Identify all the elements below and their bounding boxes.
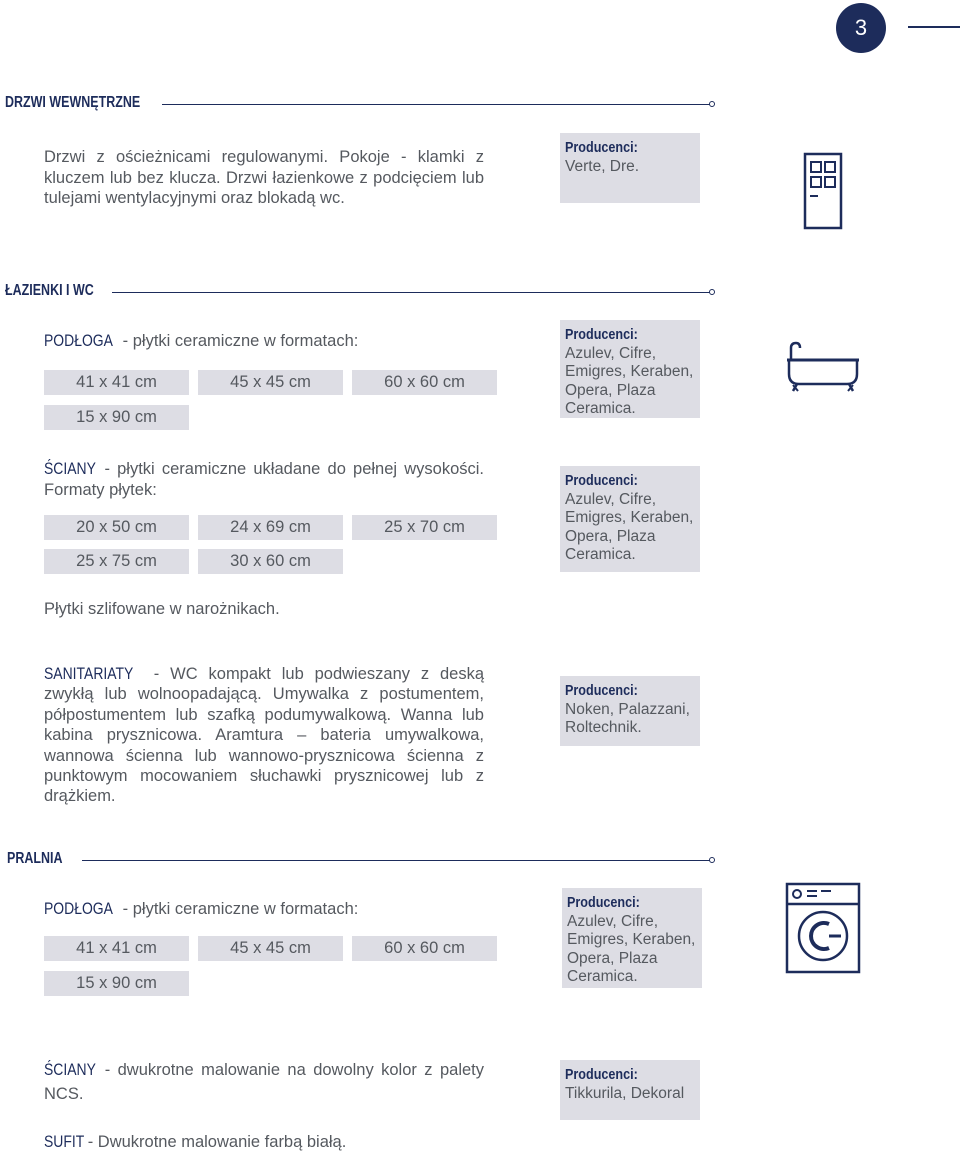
pralnia-ceiling-text: - Dwukrotne malowanie farbą białą. [83, 1133, 347, 1151]
sanitary-text [44, 664, 484, 807]
pralnia-floor-line [44, 899, 484, 920]
producers-box-lazienki-floor [560, 320, 700, 418]
section-rule-end-drzwi [709, 101, 715, 107]
tile-format-chip: 45 x 45 cm [198, 936, 343, 961]
lazienki-floor-line [44, 331, 484, 352]
producers-heading: Producenci: [565, 326, 638, 343]
tile-format-chip: 25 x 75 cm [44, 549, 189, 574]
producers-heading: Producenci: [565, 1066, 638, 1083]
tile-format-chip: 25 x 70 cm [352, 515, 497, 540]
drzwi-description: Drzwi z ościeżnicami regulowanymi. Pokoje - klamki z kluczem lub bez klucza. Drzwi łazienkowe z podcięciem lub tulejami wentylacyjnymi oraz blokadą wc. [44, 148, 484, 207]
sanitary-description: - WC kompakt lub podwieszany z deską zwykłą lub wolnoopadającą. Umywalka z postumentem, półpostumentem lub szafką podumywalkową. Wanna lub kabina prysznicowa. Aramtura – bateria umywalkowa, wannowa ścienna lub wannowo-prysznicowa ścienna z punktowym mocowaniem słuchawki prysznicowej lub z drążkiem. [44, 665, 484, 806]
door-icon [800, 152, 846, 232]
lazienki-floor-heading: PODŁOGA [44, 331, 113, 350]
section-rule-end-pralnia [709, 857, 715, 863]
lazienki-walls-note: Płytki szlifowane w narożnikach. [44, 600, 280, 618]
producers-heading: Producenci: [567, 894, 640, 911]
section-rule-drzwi [162, 104, 710, 105]
section-title-lazienki: ŁAZIENKI I WC [5, 282, 94, 299]
page-number-rule [908, 26, 960, 28]
lazienki-walls-description: - płytki ceramiczne układane do pełnej wysokości. Formaty płytek: [44, 460, 484, 499]
producers-list: Azulev, Cifre, Emigres, Keraben, Opera, Plaza Ceramica. [565, 344, 694, 417]
page-number-badge: 3 [836, 3, 886, 53]
tile-format-chip: 41 x 41 cm [44, 936, 189, 961]
pralnia-floor-text: - płytki ceramiczne w formatach: [118, 900, 359, 918]
tile-format-chip: 30 x 60 cm [198, 549, 343, 574]
producers-list: Azulev, Cifre, Emigres, Keraben, Opera, Plaza Ceramica. [565, 490, 694, 563]
tile-format-chip: 60 x 60 cm [352, 936, 497, 961]
tile-format-chip: 15 x 90 cm [44, 971, 189, 996]
producers-heading: Producenci: [565, 472, 638, 489]
pralnia-walls-text [44, 1058, 484, 1106]
pralnia-walls-heading: ŚCIANY [44, 1060, 96, 1079]
tile-format-chip: 45 x 45 cm [198, 370, 343, 395]
washing-machine-icon [785, 882, 861, 974]
section-rule-pralnia [82, 860, 710, 861]
producers-list: Tikkurila, Dekoral [565, 1084, 685, 1102]
bathtub-icon [783, 340, 863, 396]
section-title-drzwi: DRZWI WEWNĘTRZNE [5, 94, 141, 111]
pralnia-ceiling-line [44, 1132, 484, 1153]
section-rule-end-lazienki [709, 289, 715, 295]
producers-box-lazienki-walls [560, 466, 700, 572]
pralnia-floor-heading: PODŁOGA [44, 899, 113, 918]
pralnia-ceiling-heading: SUFIT [44, 1132, 85, 1151]
producers-heading: Producenci: [565, 139, 638, 156]
tile-format-chip: 20 x 50 cm [44, 515, 189, 540]
producers-box-pralnia-walls [560, 1060, 700, 1120]
producers-list: Noken, Palazzani, Roltechnik. [565, 700, 690, 736]
tile-format-chip: 24 x 69 cm [198, 515, 343, 540]
producers-box-drzwi [560, 133, 700, 203]
producers-list: Verte, Dre. [565, 157, 640, 175]
section-rule-lazienki [112, 292, 710, 293]
pralnia-walls-description: - dwukrotne malowanie na dowolny kolor z palety NCS. [44, 1061, 484, 1103]
producers-box-sanitary [560, 676, 700, 746]
tile-format-chip: 60 x 60 cm [352, 370, 497, 395]
section-title-pralnia: PRALNIA [7, 850, 63, 867]
lazienki-walls-text [44, 459, 484, 500]
producers-list: Azulev, Cifre, Emigres, Keraben, Opera, Plaza Ceramica. [567, 912, 696, 985]
producers-heading: Producenci: [565, 682, 638, 699]
tile-format-chip: 15 x 90 cm [44, 405, 189, 430]
lazienki-floor-text: - płytki ceramiczne w formatach: [118, 332, 359, 350]
sanitary-heading: SANITARIATY [44, 664, 134, 683]
producers-box-pralnia-floor [562, 888, 702, 988]
tile-format-chip: 41 x 41 cm [44, 370, 189, 395]
lazienki-walls-heading: ŚCIANY [44, 459, 96, 478]
